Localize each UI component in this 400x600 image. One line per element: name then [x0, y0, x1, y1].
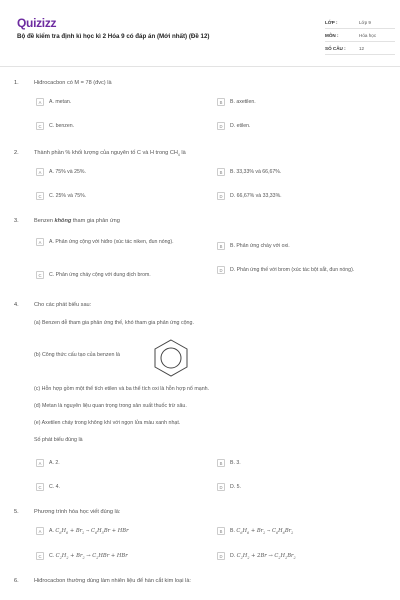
quizizz-logo: Quizizz [17, 16, 57, 30]
statement-prompt: Số phát biểu đúng là [34, 437, 83, 443]
option-text: D. $C_2H_2 + 2Br \to C_2H_2Br_2$ [230, 553, 296, 561]
question-number: 1. [14, 80, 19, 86]
header-divider [0, 66, 400, 67]
worksheet-header [0, 0, 400, 64]
option-letter-box: C [36, 192, 44, 200]
option-b[interactable] [217, 168, 387, 176]
option-text: B. Phản ứng cháy với oxi. [230, 243, 290, 249]
meta-value: Lớp 9 [359, 19, 371, 25]
option-text: A. 2. [49, 460, 60, 466]
statement-a: (a) Benzen dễ tham gia phản ứng thế, khó tham gia phản ứng cộng. [34, 320, 194, 326]
option-a[interactable] [36, 98, 206, 106]
option-d[interactable] [217, 192, 387, 200]
option-text: B. 3. [230, 460, 241, 466]
option-c[interactable] [36, 552, 211, 561]
statement-b: (b) Công thức cấu tạo của benzen là [34, 352, 120, 358]
meta-table [325, 16, 395, 55]
question-number: 2. [14, 150, 19, 156]
option-d[interactable] [217, 552, 392, 561]
option-letter-box: B [217, 459, 225, 467]
option-letter-box: C [36, 483, 44, 491]
question-text: Cho các phát biểu sau: [34, 302, 92, 308]
meta-row-class [325, 16, 395, 29]
option-c[interactable] [36, 483, 206, 491]
option-letter-box: D [217, 122, 225, 130]
option-text: B. axetilen. [230, 99, 256, 105]
benzene-structure-icon [152, 338, 190, 378]
option-text: C. $C_2H_2 + Br_2 \to C_2HBr$ + HBr [49, 553, 128, 561]
meta-row-count [325, 42, 395, 55]
option-text: C. 25% và 75%. [49, 193, 87, 199]
meta-label: LỚP : [325, 19, 338, 25]
option-letter-box: A [36, 168, 44, 176]
document-title: Bộ đề kiểm tra định kì học kì 2 Hóa 9 có đáp án (Mới nhất) (Đề 12) [17, 33, 210, 40]
emphasis-word: không [54, 218, 72, 224]
option-text: C. 4. [49, 484, 60, 490]
option-letter-box: B [217, 527, 225, 535]
option-a[interactable] [36, 459, 206, 467]
option-letter-box: B [217, 168, 225, 176]
meta-value: Hóa học [359, 32, 377, 38]
meta-row-subject [325, 29, 395, 42]
question-number: 4. [14, 302, 19, 308]
statement-c: (c) Hỗn hợp gồm một thể tích etilen và ba thể tích oxi là hỗn hợp nổ mạnh. [34, 386, 210, 392]
option-text: D. 66,67% và 33,33%. [230, 193, 282, 199]
option-letter-box: A [36, 459, 44, 467]
option-letter-box: B [217, 242, 225, 250]
option-d[interactable] [217, 266, 387, 274]
option-letter-box: C [36, 271, 44, 279]
option-c[interactable] [36, 271, 206, 279]
question-text: Benzen không tham gia phản ứng [34, 218, 120, 224]
option-letter-box: A [36, 238, 44, 246]
option-text: D. etilen. [230, 123, 251, 129]
option-b[interactable] [217, 527, 392, 536]
meta-value: 12 [359, 45, 365, 51]
option-letter-box: A [36, 98, 44, 106]
question-number: 6. [14, 578, 19, 584]
question-number: 3. [14, 218, 19, 224]
question-text: Hiđrocacbon thường dùng làm nhiên liệu để hàn cắt kim loại là: [34, 578, 191, 584]
option-letter-box: D [217, 483, 225, 491]
option-letter-box: B [217, 98, 225, 106]
option-text: A. $C_6H_6 + Br_2 \to C_6H_5Br$ + HBr [49, 528, 129, 536]
option-c[interactable] [36, 122, 206, 130]
statement-e: (e) Axetilen cháy trong không khí với ngọn lửa màu xanh nhạt. [34, 420, 181, 426]
option-text: C. Phản ứng cháy cộng với dung dịch brom. [49, 272, 151, 278]
option-text: D. Phản ứng thế với brom (xúc tác bột sắt, đun nóng). [230, 267, 355, 273]
option-text: A. 75% và 25%. [49, 169, 86, 175]
option-text: C. benzen. [49, 123, 75, 129]
question-text: Phương trình hóa học viết đúng là: [34, 509, 121, 515]
option-letter-box: D [217, 266, 225, 274]
option-letter-box: C [36, 552, 44, 560]
option-text: D. 5. [230, 484, 241, 490]
option-b[interactable] [217, 98, 387, 106]
option-d[interactable] [217, 122, 387, 130]
option-text: B. $C_6H_6 + Br_2 \to C_6H_6Br_2$ [230, 528, 294, 536]
option-b[interactable] [217, 459, 387, 467]
question-text: Thành phần % khối lượng của nguyên tố C và H trong $CH_4$ là [34, 150, 186, 158]
meta-label: SỐ CÂU : [325, 45, 346, 51]
option-a[interactable] [36, 168, 206, 176]
option-b[interactable] [217, 242, 387, 250]
option-letter-box: A [36, 527, 44, 535]
option-d[interactable] [217, 483, 387, 491]
option-letter-box: D [217, 552, 225, 560]
question-number: 5. [14, 509, 19, 515]
option-letter-box: D [217, 192, 225, 200]
option-a[interactable] [36, 527, 211, 536]
meta-label: MÔN : [325, 32, 339, 38]
option-text: A. Phản ứng cộng với hiđro (xúc tác niken, đun nóng). [49, 239, 174, 245]
option-text: B. 33,33% và 66,67%. [230, 169, 282, 175]
option-text: A. metan. [49, 99, 72, 105]
option-letter-box: C [36, 122, 44, 130]
option-a[interactable] [36, 238, 206, 246]
option-c[interactable] [36, 192, 206, 200]
question-text: Hiđrocacbon có M = 78 (đvc) là [34, 80, 112, 86]
statement-d: (d) Metan là nguyên liệu quan trọng trong sản xuất thuốc trừ sâu. [34, 403, 187, 409]
